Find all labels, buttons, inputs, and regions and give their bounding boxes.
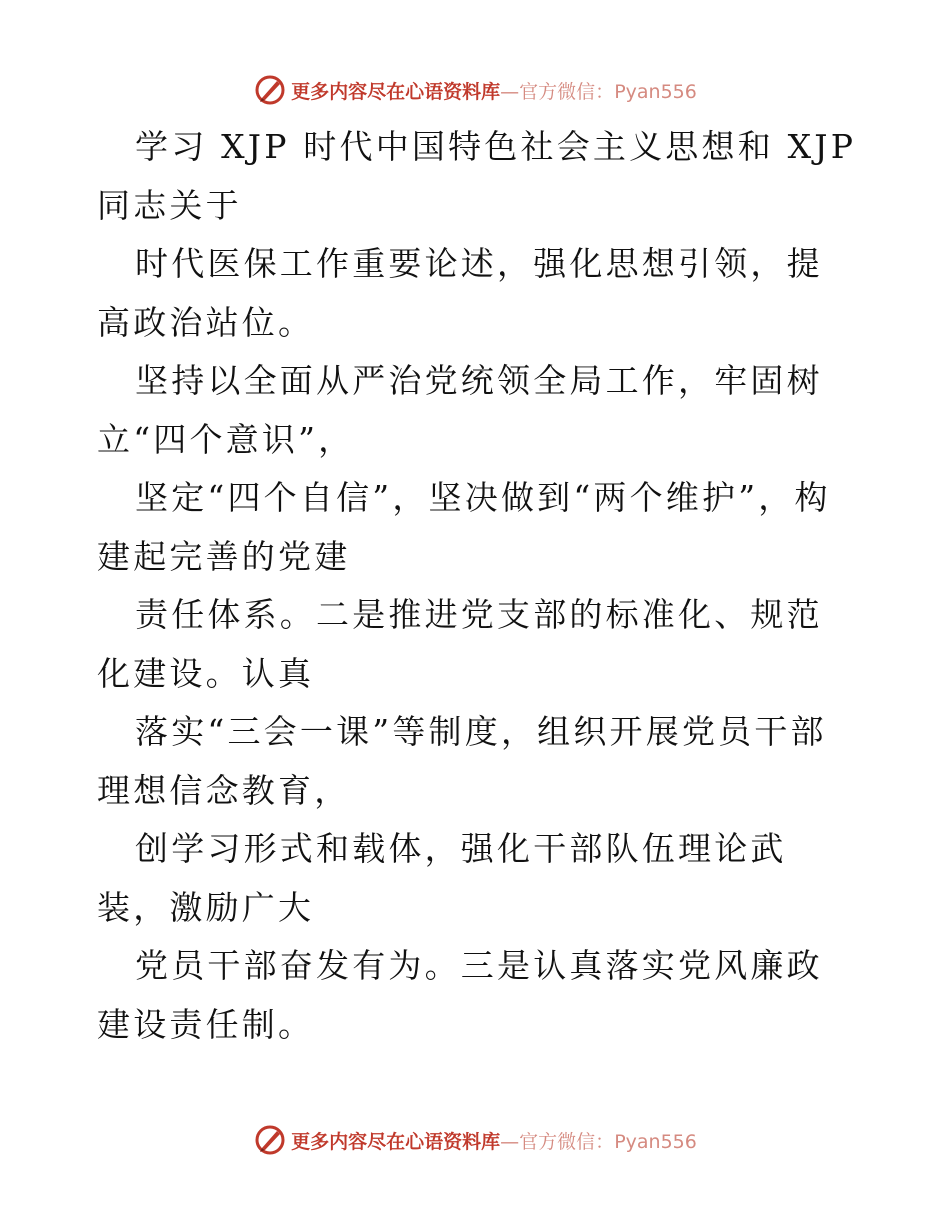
footer-banner-sep: —官方微信： xyxy=(500,1130,615,1153)
footer-banner-text xyxy=(291,1127,697,1154)
header-banner-sep: —官方微信： xyxy=(500,80,615,103)
footer-banner xyxy=(0,1120,950,1160)
paragraph-7: 创学习形式和载体，强化干部队伍理论武装，激励广大 xyxy=(97,829,787,927)
paragraph-2: 时代医保工作重要论述，强化思想引领，提高政治站位。 xyxy=(97,244,823,342)
paragraph-6: 落实“三会一课”等制度，组织开展党员干部理想信念教育， xyxy=(97,712,827,810)
footer-banner-id: Pyan556 xyxy=(614,1130,697,1153)
header-banner-id: Pyan556 xyxy=(614,80,697,103)
header-banner xyxy=(0,70,950,110)
header-banner-text xyxy=(291,77,697,104)
header-banner-main: 更多内容尽在心语资料库 xyxy=(291,80,501,103)
paragraph-8: 党员干部奋发有为。三是认真落实党风廉政建设责任制。 xyxy=(97,946,823,1044)
document-body xyxy=(97,118,857,1054)
paragraph-3: 坚持以全面从严治党统领全局工作，牢固树立“四个意识”， xyxy=(97,361,823,459)
paragraph-1: 学习 XJP 时代中国特色社会主义思想和 XJP 同志关于 xyxy=(97,127,857,225)
pen-logo-icon xyxy=(253,1123,287,1157)
paragraph-4: 坚定“四个自信”，坚决做到“两个维护”，构建起完善的党建 xyxy=(97,478,831,576)
paragraph-5: 责任体系。二是推进党支部的标准化、规范化建设。认真 xyxy=(97,595,823,693)
footer-banner-main: 更多内容尽在心语资料库 xyxy=(291,1130,501,1153)
pen-logo-icon xyxy=(253,73,287,107)
